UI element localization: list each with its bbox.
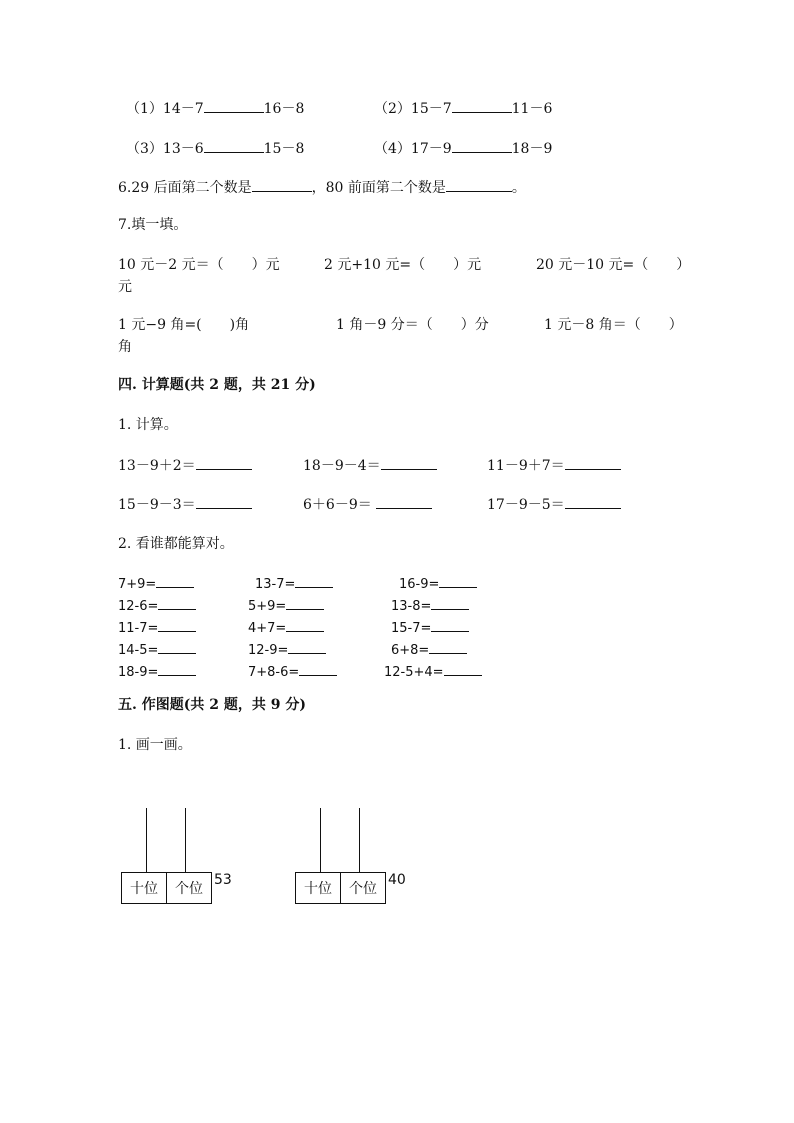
compare-right: 16－8	[263, 101, 305, 117]
compare-item-4	[374, 138, 552, 158]
compare-left: （2）15－7	[374, 101, 452, 117]
calc-expression: 18－9－4＝	[303, 458, 381, 474]
calc-expression: 17－9－5＝	[487, 497, 565, 513]
compare-right: 15－8	[263, 141, 305, 157]
answer-blank[interactable]	[452, 138, 512, 153]
calc-item: 12-5+4=	[384, 661, 482, 683]
ones-label: 个位	[166, 872, 212, 904]
calc-item: 6+8=	[384, 639, 482, 661]
answer-blank[interactable]	[204, 98, 264, 113]
answer-blank[interactable]	[156, 573, 194, 588]
answer-blank[interactable]	[565, 455, 621, 470]
abacus-number: 40	[388, 872, 406, 888]
compare-right: 18－9	[511, 141, 553, 157]
question-6	[118, 177, 526, 197]
calc-expression: 15－9－3＝	[118, 497, 196, 513]
money-item-5: 1 角－9 分＝（ ）分	[336, 317, 489, 333]
calc-item: 11-7=	[118, 617, 196, 639]
calc-item: 4+7=	[248, 617, 337, 639]
compare-right: 11－6	[511, 101, 553, 117]
answer-blank[interactable]	[565, 494, 621, 509]
calc-1-title: 1. 计算。	[118, 417, 178, 433]
compare-left: （3）13－6	[126, 141, 204, 157]
calc-item: 15-7=	[384, 617, 482, 639]
question-number: 6.	[118, 180, 132, 196]
answer-blank[interactable]	[158, 617, 196, 632]
money-item-6-wrap: 角	[118, 339, 132, 355]
calc-item	[487, 455, 621, 475]
answer-blank[interactable]	[295, 573, 333, 588]
money-item-3: 20 元－10 元=（ ）	[536, 257, 691, 273]
answer-blank[interactable]	[288, 639, 326, 654]
calc-item: 13-7=	[248, 573, 337, 595]
ones-label: 个位	[340, 872, 386, 904]
abacus-number: 53	[214, 872, 232, 888]
calc-expression: 6＋6－9＝	[303, 497, 372, 513]
answer-blank[interactable]	[252, 177, 312, 192]
calc-2-column-1	[118, 573, 196, 683]
answer-blank[interactable]	[196, 494, 252, 509]
calc-item: 12-6=	[118, 595, 196, 617]
calc-expression: 11－9＋7＝	[487, 458, 565, 474]
calc-item	[118, 494, 252, 514]
section-5-heading: 五. 作图题(共 2 题，共 9 分)	[118, 697, 306, 713]
calc-2-title: 2. 看谁都能算对。	[118, 536, 234, 552]
answer-blank[interactable]	[299, 661, 337, 676]
calc-2-column-2	[248, 573, 337, 683]
answer-blank[interactable]	[158, 661, 196, 676]
tens-rod[interactable]	[320, 808, 321, 872]
answer-blank[interactable]	[196, 455, 252, 470]
compare-item-3	[126, 138, 304, 158]
answer-blank[interactable]	[444, 661, 482, 676]
calc-item: 12-9=	[248, 639, 337, 661]
question-text-1: 29 后面第二个数是	[131, 180, 252, 196]
answer-blank[interactable]	[452, 98, 512, 113]
tens-label: 十位	[295, 872, 341, 904]
section-4-heading: 四. 计算题(共 2 题，共 21 分)	[118, 377, 316, 393]
answer-blank[interactable]	[158, 595, 196, 610]
answer-blank[interactable]	[431, 595, 469, 610]
answer-blank[interactable]	[431, 617, 469, 632]
compare-item-1	[126, 98, 304, 118]
question-text-3: 。	[511, 180, 526, 196]
answer-blank[interactable]	[429, 639, 467, 654]
calc-item: 14-5=	[118, 639, 196, 661]
answer-blank[interactable]	[286, 595, 324, 610]
calc-item	[118, 455, 252, 475]
money-item-1: 10 元－2 元＝（ ）元	[118, 257, 280, 273]
tens-rod[interactable]	[146, 808, 147, 872]
question-text-2: ，80 前面第二个数是	[311, 180, 446, 196]
money-item-2: 2 元+10 元=（ ）元	[324, 257, 482, 273]
draw-1-title: 1. 画一画。	[118, 737, 192, 753]
calc-item	[487, 494, 621, 514]
compare-left: （4）17－9	[374, 141, 452, 157]
calc-item: 18-9=	[118, 661, 196, 683]
calc-item: 16-9=	[384, 573, 482, 595]
answer-blank[interactable]	[204, 138, 264, 153]
calc-item	[303, 494, 432, 514]
calc-item: 13-8=	[384, 595, 482, 617]
ones-rod[interactable]	[359, 808, 360, 872]
compare-item-2	[374, 98, 552, 118]
money-item-6: 1 元－8 角＝（ ）	[544, 317, 683, 333]
calc-item: 7+8-6=	[248, 661, 337, 683]
calc-item: 7+9=	[118, 573, 196, 595]
calc-2-column-3	[384, 573, 482, 683]
calc-item: 5+9=	[248, 595, 337, 617]
answer-blank[interactable]	[158, 639, 196, 654]
compare-left: （1）14－7	[126, 101, 204, 117]
answer-blank[interactable]	[376, 494, 432, 509]
calc-expression: 13－9＋2＝	[118, 458, 196, 474]
ones-rod[interactable]	[185, 808, 186, 872]
answer-blank[interactable]	[439, 573, 477, 588]
question-7-title: 7.填一填。	[118, 217, 188, 233]
answer-blank[interactable]	[286, 617, 324, 632]
money-item-3-wrap: 元	[118, 279, 132, 295]
money-item-4: 1 元−9 角=( )角	[118, 317, 250, 333]
calc-item	[303, 455, 437, 475]
tens-label: 十位	[121, 872, 167, 904]
answer-blank[interactable]	[381, 455, 437, 470]
answer-blank[interactable]	[446, 177, 512, 192]
